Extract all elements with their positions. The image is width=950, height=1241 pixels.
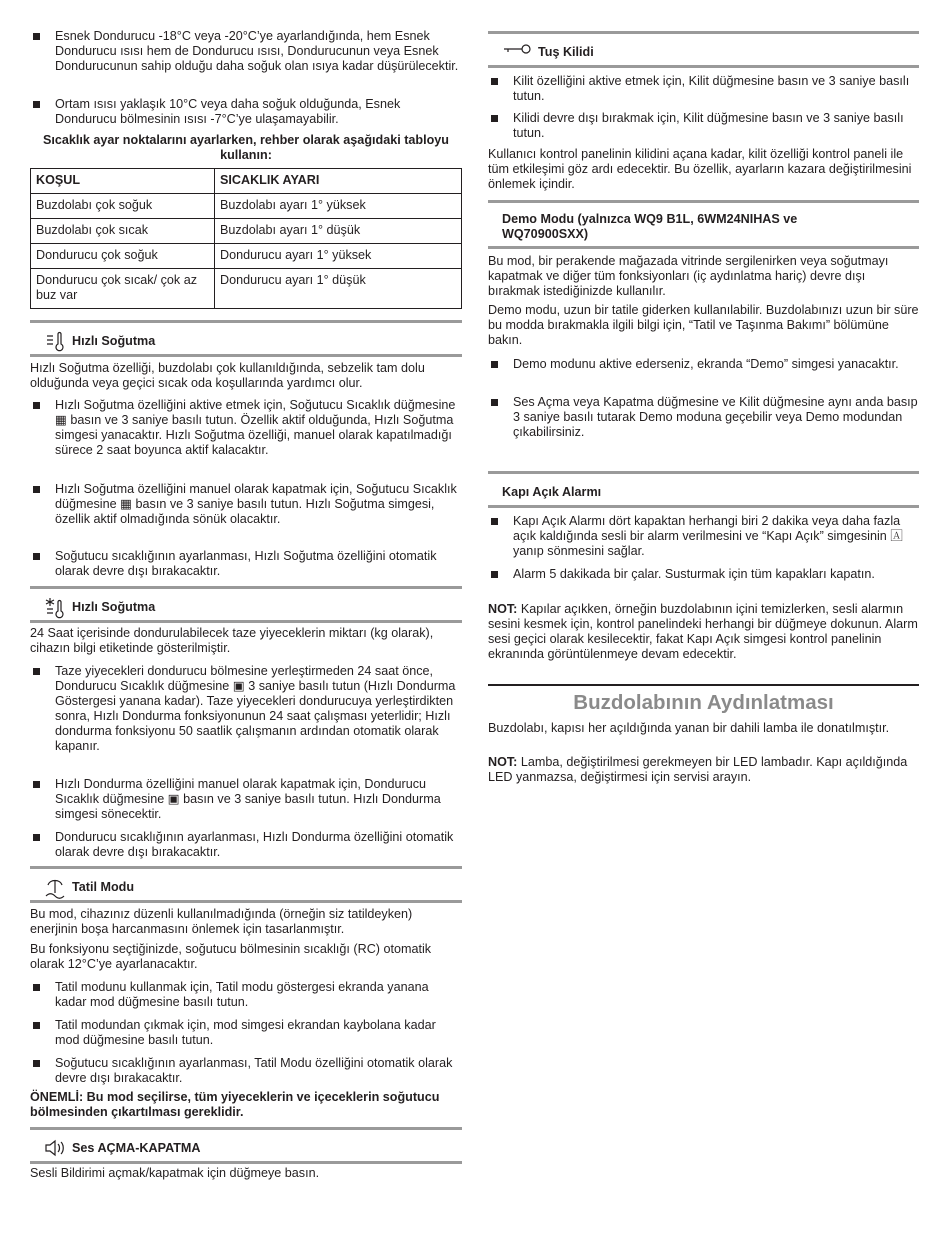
temperature-table <box>30 168 462 309</box>
key-lock-icon <box>502 42 532 62</box>
table-row <box>31 194 462 219</box>
fridge-button-icon: ▦ <box>120 497 133 511</box>
section-title: Demo Modu (yalnızca WQ9 B1L, 6WM24NIHAS ve WQ70900SXX) <box>502 212 798 241</box>
list-item <box>30 398 462 458</box>
section-title: Tatil Modu <box>72 880 135 894</box>
list-item <box>30 482 462 527</box>
list-item <box>30 777 462 822</box>
bullet-text: Taze yiyecekleri dondurucu bölmesine yerleştirmeden 24 saat önce, Dondurucu Sıcaklık düğmesine <box>55 664 434 693</box>
section-title: Hızlı Soğutma <box>72 334 156 348</box>
paragraph: Sesli Bildirimi açmak/kapatmak için düğmeye basın. <box>30 1166 320 1180</box>
list-item: Alarm 5 dakikada bir çalar. Susturmak için tüm kapakları kapatın. <box>488 567 919 582</box>
fridge-button-icon: ▦ <box>55 413 67 427</box>
table-row <box>31 244 462 269</box>
list-item <box>488 514 919 559</box>
freezer-button-icon: ▣ <box>232 679 245 693</box>
list-item: Kilidi devre dışı bırakmak için, Kilit düğmesine basın ve 3 saniye basılı tutun. <box>488 111 919 141</box>
table-caption: Sıcaklık ayar noktalarını ayarlarken, rehber olarak aşağıdaki tabloyu kullanın: <box>42 133 449 162</box>
freezer-button-icon: ▣ <box>167 792 180 806</box>
list-item: Kilit özelliğini aktive etmek için, Kilit düğmesine basın ve 3 saniye basılı tutun. <box>488 74 919 104</box>
note <box>488 602 919 662</box>
section-header-demo <box>488 200 919 249</box>
list-item: Dondurucu sıcaklığının ayarlanması, Hızlı Dondurma özelliğini otomatik olarak devre dışı bırakacaktır. <box>30 830 462 860</box>
list-item: Demo modunu aktive ederseniz, ekranda “Demo” simgesi yanacaktır. <box>488 357 919 372</box>
divider <box>488 684 919 686</box>
table-cell: Dondurucu ayarı 1° düşük <box>215 269 462 309</box>
list-item <box>30 664 462 754</box>
note-text: Kapılar açıkken, örneğin buzdolabının içini temizlerken, sesli alarmın sesini kesmek için, kontrol panelindeki herhangi bir düğmeye dokunun. Alarm sesi geçici olarak kesilecektir, fakat Kapı Açık simgesi kontrol panelinin ekranında görüntülenmeye devam edecektir. <box>488 602 918 661</box>
column-header: KOŞUL <box>31 169 215 194</box>
section-header-lock <box>488 31 919 68</box>
section-header-fast-cool <box>30 320 462 357</box>
door-open-icon: 🄰 <box>890 529 903 543</box>
paragraph: 24 Saat içerisinde dondurulabilecek taze yiyeceklerin miktarı (kg olarak), cihazın bilgi etiketinde gösterilmiştir. <box>30 626 434 655</box>
list-item: Esnek Dondurucu -18°C veya -20°C’ye ayarlandığında, hem Esnek Dondurucu ısısı hem de Dondurucu ısısı, Dondurucunun veya Esnek Dondurucunun sahip olduğu daha soğuk olan ısıya kadar düşürülecektir. <box>30 29 462 74</box>
vacation-palm-icon <box>44 877 66 897</box>
list-item: Soğutucu sıcaklığının ayarlanması, Tatil Modu özelliğini otomatik olarak devre dışı bırakacaktır. <box>30 1056 462 1086</box>
bullet-text: Hızlı Dondurma özelliğini manuel olarak kapatmak için, Dondurucu Sıcaklık düğmesine <box>55 777 426 806</box>
note <box>488 755 919 785</box>
bullet-text: yanıp sönmesini sağlar. <box>513 544 645 558</box>
section-header-fast-freeze <box>30 586 462 623</box>
list-item: Tatil modunu kullanmak için, Tatil modu göstergesi ekranda yanana kadar mod düğmesine basılı tutun. <box>30 980 462 1010</box>
table-cell: Buzdolabı çok soğuk <box>31 194 215 219</box>
important-note: ÖNEMLİ: Bu mod seçilirse, tüm yiyeceklerin ve içeceklerin soğutucu bölmesinden çıkartılması gereklidir. <box>30 1090 440 1119</box>
section-title: Tuş Kilidi <box>538 45 594 59</box>
bullet-text: Hızlı Soğutma özelliğini aktive etmek için, Soğutucu Sıcaklık düğmesine <box>55 398 456 412</box>
note-label: NOT: <box>488 602 518 616</box>
table-row <box>31 219 462 244</box>
fast-freeze-snowflake-icon <box>44 597 66 617</box>
table-cell: Buzdolabı ayarı 1° yüksek <box>215 194 462 219</box>
bullet-text: basın ve 3 saniye basılı tutun. Hızlı Soğutma simgesi, özellik aktif olmadığında sönük olacaktır. <box>55 497 435 526</box>
note-text: Lamba, değiştirilmesi gerekmeyen bir LED lambadır. Kapı açıldığında LED yanmazsa, değiştirmesi için servisi arayın. <box>488 755 908 784</box>
list-item: Soğutucu sıcaklığının ayarlanması, Hızlı Soğutma özelliğini otomatik olarak devre dışı bırakacaktır. <box>30 549 462 579</box>
section-title: Kapı Açık Alarmı <box>502 485 602 499</box>
paragraph: Demo modu, uzun bir tatile giderken kullanılabilir. Buzdolabınızı uzun bir süre bu modda bırakmakla ilgili bilgi için, “Tatil ve Taşınma Bakımı” bölümüne bakın. <box>488 303 919 347</box>
table-cell: Buzdolabı ayarı 1° düşük <box>215 219 462 244</box>
section-header-vacation <box>30 866 462 903</box>
list-item: Ortam ısısı yaklaşık 10°C veya daha soğuk olduğunda, Esnek Dondurucu bölmesinin ısısı -7°C’ye ulaşamayabilir. <box>30 97 462 127</box>
bullet-text: Hızlı Soğutma özelliğini manuel olarak kapatmak için, Soğutucu Sıcaklık düğmesine <box>55 482 457 511</box>
paragraph: Bu fonksiyonu seçtiğinizde, soğutucu bölmesinin sıcaklığı (RC) otomatik olarak 12°C’ye ayarlanacaktır. <box>30 942 432 971</box>
note-label: NOT: <box>488 755 518 769</box>
paragraph: Hızlı Soğutma özelliği, buzdolabı çok kullanıldığında, sebzelik tam dolu olduğunda veya geçici sıcak oda koşullarında yardımcı olur. <box>30 361 425 390</box>
table-cell: Dondurucu çok sıcak/ çok az buz var <box>31 269 215 309</box>
paragraph: Kullanıcı kontrol panelinin kilidini açana kadar, kilit özelliği kontrol paneli ile tüm etkileşimi göz ardı edecektir. Bu özellik, ayarların kazara değiştirilmesini önlemek içindir. <box>488 147 912 191</box>
table-cell: Dondurucu çok soğuk <box>31 244 215 269</box>
section-heading-lighting: Buzdolabının Aydınlatması <box>573 691 834 714</box>
fast-cool-thermometer-icon <box>44 331 66 351</box>
section-title: Ses AÇMA-KAPATMA <box>72 1141 201 1155</box>
table-header-row <box>31 169 462 194</box>
bullet-text: 3 saniye basılı tutun (Hızlı Dondurma Göstergesi yanana kadar). Taze yiyecekleri dondurucuya yerleştirdikten sonra, Hızlı Dondurma fonksiyonunun 24 saat çalışması yeterlidir; Hızlı dondurma fonksiyonu 50 saatlik çalışmanın ardından otomatik olarak kapanır. <box>55 679 456 753</box>
table-row <box>31 269 462 309</box>
bullet-text: basın ve 3 saniye basılı tutun. Özellik aktif olduğunda, Hızlı Soğutma simgesi yanacaktır. Hızlı Soğutma özelliği, manuel olarak kapatılmadığı sürece 2 saat boyunca aktif kalacaktır. <box>55 413 454 457</box>
section-title: Hızlı Soğutma <box>72 600 156 614</box>
table-cell: Dondurucu ayarı 1° yüksek <box>215 244 462 269</box>
bullet-text: Kapı Açık Alarmı dört kapaktan herhangi biri 2 dakika veya daha fazla açık kaldığında sesli bir alarm verilmesini ve “Kapı Açık” simgesinin <box>513 514 901 543</box>
bullet-text: basın ve 3 saniye basılı tutun. Hızlı Dondurma simgesi sönecektir. <box>55 792 441 821</box>
section-header-door-alarm <box>488 471 919 508</box>
list-item: Ses Açma veya Kapatma düğmesine ve Kilit düğmesine aynı anda basıp 3 saniye basılı tutarak Demo moduna geçebilir veya Demo modundan çıkabilirsiniz. <box>488 395 919 440</box>
column-header: SICAKLIK AYARI <box>215 169 462 194</box>
list-item: Tatil modundan çıkmak için, mod simgesi ekrandan kaybolana kadar mod düğmesine basılı tutun. <box>30 1018 462 1048</box>
speaker-icon <box>44 1138 66 1158</box>
table-cell: Buzdolabı çok sıcak <box>31 219 215 244</box>
paragraph: Bu mod, cihazınız düzenli kullanılmadığında (örneğin siz tatildeyken) enerjinin boşa harcanmasını önlemek için tasarlanmıştır. <box>30 907 413 936</box>
paragraph: Buzdolabı, kapısı her açıldığında yanan bir dahili lamba ile donatılmıştır. <box>488 721 890 735</box>
paragraph: Bu mod, bir perakende mağazada vitrinde sergilenirken veya soğutmayı kapatmak ve diğer tüm fonksiyonları (iç aydınlatma hariç) devre dışı bırakmak istediğinizde kullanılır. <box>488 254 889 298</box>
section-header-sound <box>30 1127 462 1164</box>
